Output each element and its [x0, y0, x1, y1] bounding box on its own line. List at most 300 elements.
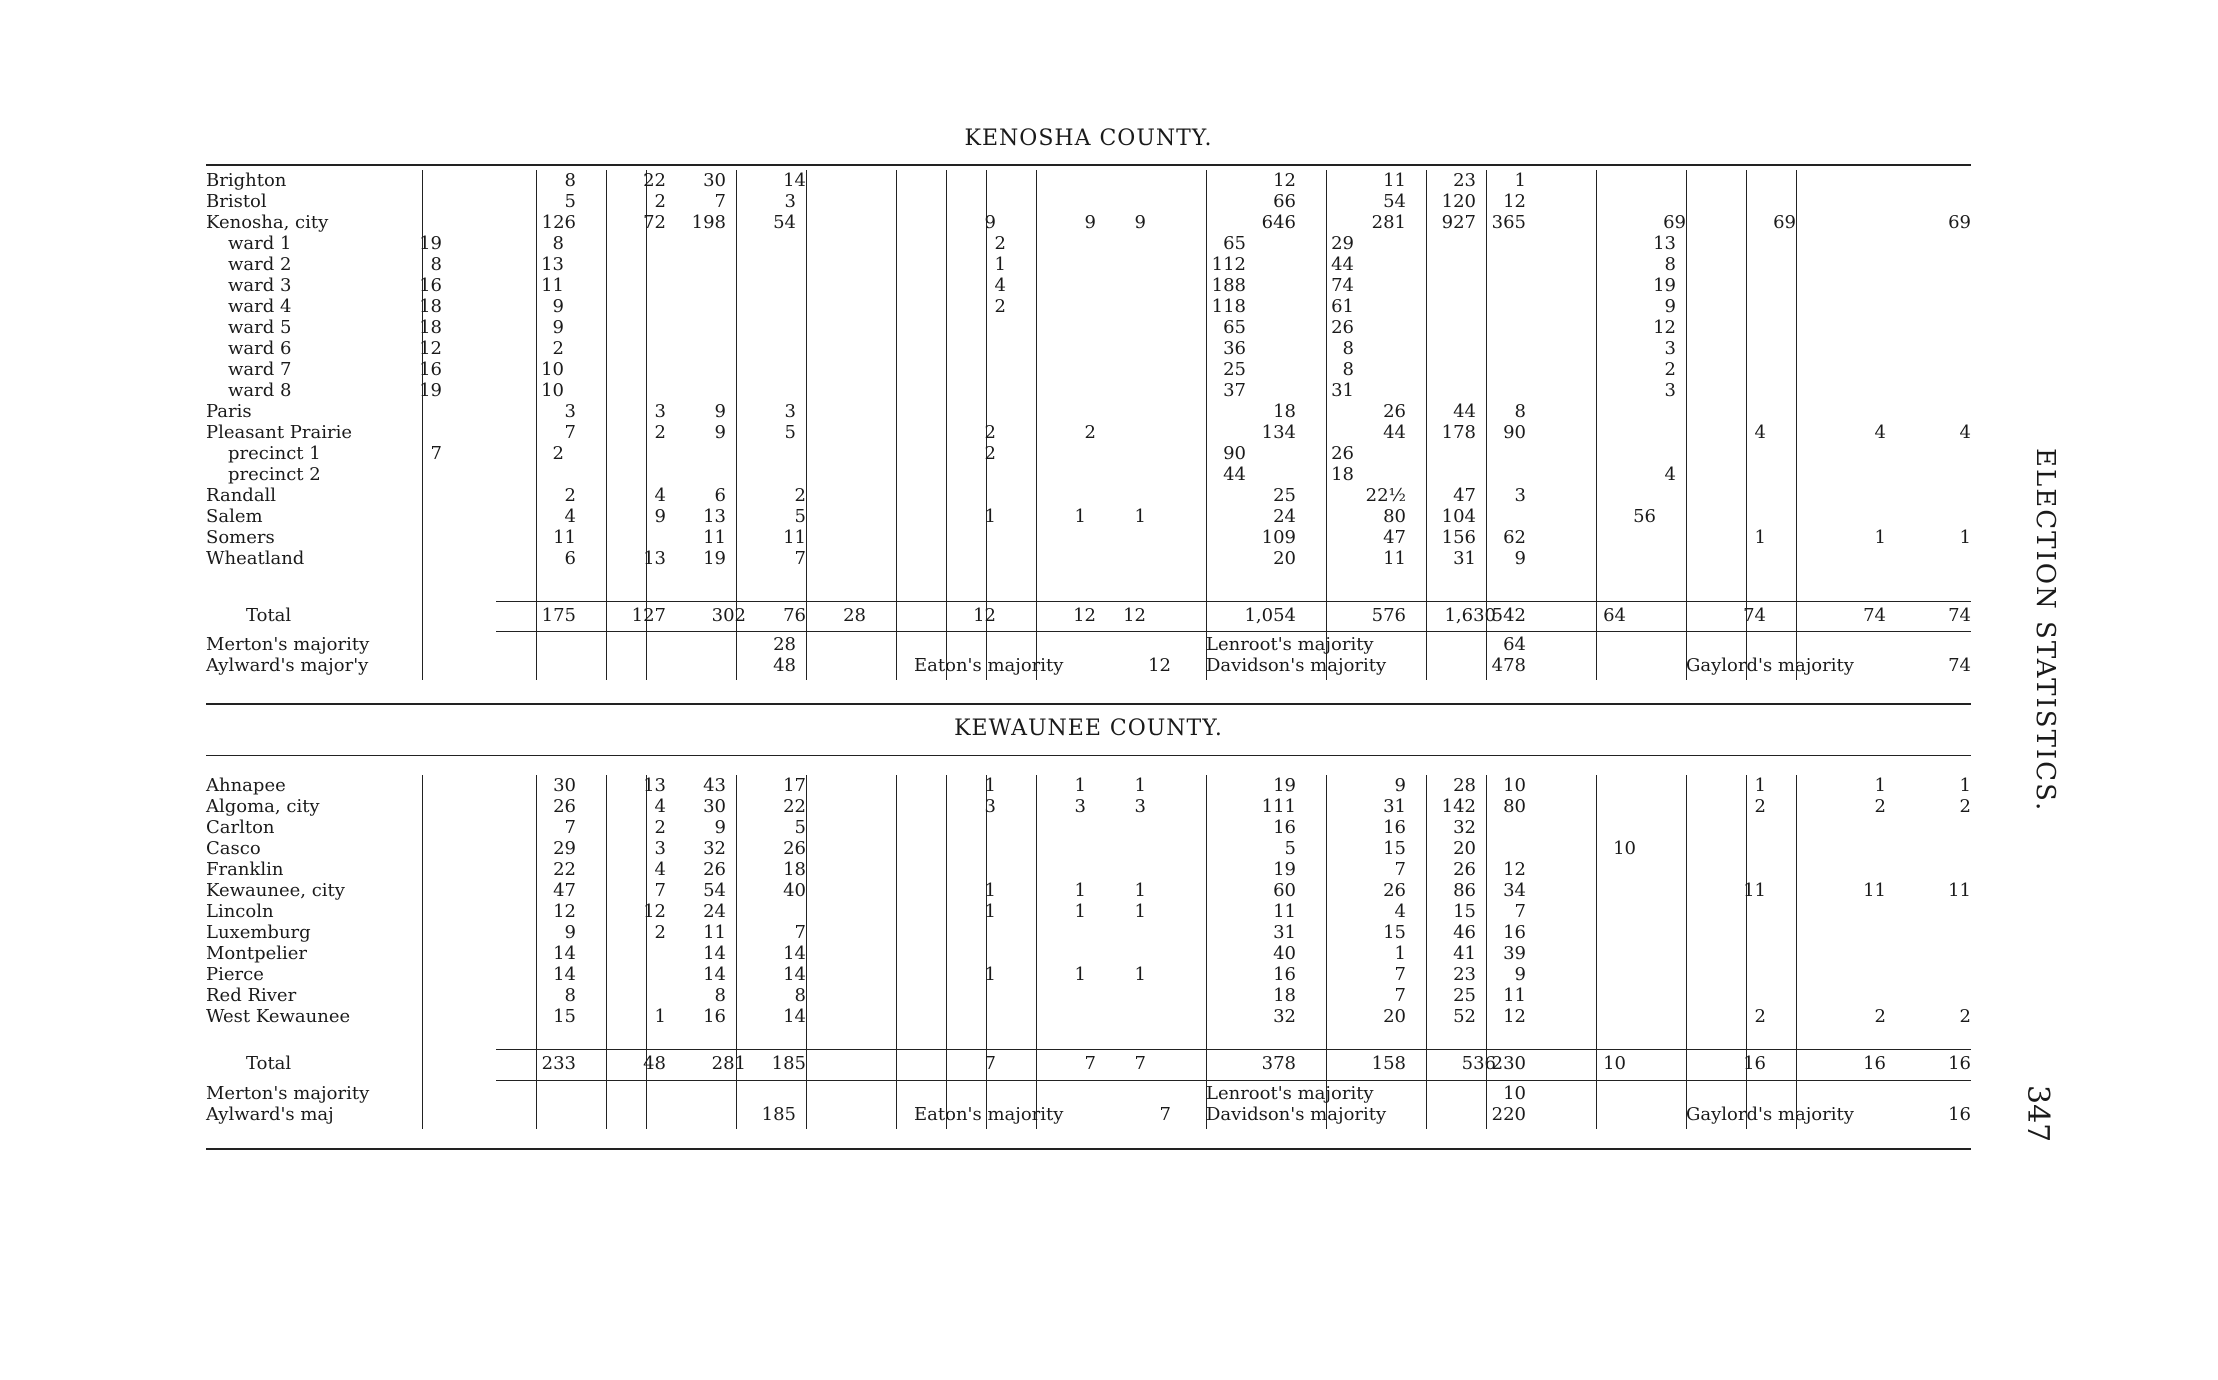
cell-value: 26 [1453, 859, 1476, 880]
total-value: 1,054 [1244, 605, 1296, 626]
cell-value: 9 [654, 506, 666, 527]
total-value: 378 [1261, 1053, 1296, 1074]
cell-value: 1 [1874, 775, 1886, 796]
cell-value: 14 [783, 964, 806, 985]
table-row [206, 943, 1971, 964]
cell-value: 1 [984, 506, 996, 527]
cell-value: 10 [541, 359, 564, 380]
cell-value: 7 [794, 548, 806, 569]
majority-text: Aylward's maj [206, 1104, 334, 1125]
cell-value: 25 [1223, 359, 1246, 380]
cell-value: 2 [1959, 796, 1971, 817]
cell-value: 134 [1261, 422, 1296, 443]
cell-value: 7 [1514, 901, 1526, 922]
cell-value: 30 [553, 775, 576, 796]
cell-value: 1 [1074, 506, 1086, 527]
table-row [206, 838, 1971, 859]
majority-text: Merton's majority [206, 1083, 370, 1104]
cell-value: 142 [1441, 796, 1476, 817]
cell-value: 1 [1874, 527, 1886, 548]
cell-value: 365 [1491, 212, 1526, 233]
cell-value: 4 [654, 485, 666, 506]
cell-value: 8 [1514, 401, 1526, 422]
cell-value: 60 [1273, 880, 1296, 901]
cell-value: 9 [1514, 548, 1526, 569]
cell-value: 8 [714, 985, 726, 1006]
row-label: Kewaunee, city [206, 880, 345, 901]
table-row [206, 275, 1971, 296]
row-label: ward 5 [228, 317, 292, 338]
cell-value: 1 [1959, 775, 1971, 796]
rule [206, 164, 1971, 166]
cell-value: 66 [1273, 191, 1296, 212]
cell-value: 44 [1331, 254, 1354, 275]
cell-value: 44 [1223, 464, 1246, 485]
table-row [206, 527, 1971, 548]
cell-value: 40 [1273, 943, 1296, 964]
cell-value: 2 [654, 922, 666, 943]
cell-value: 16 [1273, 817, 1296, 838]
cell-value: 1 [1514, 170, 1526, 191]
cell-value: 9 [714, 422, 726, 443]
cell-value: 4 [564, 506, 576, 527]
total-value: 28 [843, 605, 866, 626]
total-value: 74 [1743, 605, 1766, 626]
table-row [206, 359, 1971, 380]
cell-value: 14 [703, 943, 726, 964]
cell-value: 118 [1211, 296, 1246, 317]
cell-value: 9 [1394, 775, 1406, 796]
total-value: 233 [541, 1053, 576, 1074]
cell-value: 11 [1743, 880, 1766, 901]
cell-value: 2 [1664, 359, 1676, 380]
table-row [206, 212, 1971, 233]
majority-text: Lenroot's majority [1206, 1083, 1374, 1104]
row-label: Luxemburg [206, 922, 311, 943]
cell-value: 15 [1453, 901, 1476, 922]
cell-value: 40 [783, 880, 806, 901]
majority-text: 220 [1491, 1104, 1526, 1125]
cell-value: 19 [703, 548, 726, 569]
rule [206, 703, 1971, 705]
cell-value: 18 [419, 296, 442, 317]
cell-value: 4 [1394, 901, 1406, 922]
majority-text: Gaylord's majority [1686, 1104, 1854, 1125]
total-row [206, 1053, 1971, 1077]
cell-value: 12 [1653, 317, 1676, 338]
cell-value: 65 [1223, 233, 1246, 254]
cell-value: 10 [541, 380, 564, 401]
cell-value: 2 [654, 817, 666, 838]
cell-value: 1 [984, 775, 996, 796]
cell-value: 5 [794, 506, 806, 527]
cell-value: 9 [1084, 212, 1096, 233]
cell-value: 7 [1394, 985, 1406, 1006]
cell-value: 1 [1074, 775, 1086, 796]
row-label: Carlton [206, 817, 275, 838]
row-label: precinct 1 [228, 443, 321, 464]
cell-value: 23 [1453, 170, 1476, 191]
cell-value: 18 [419, 317, 442, 338]
cell-value: 7 [654, 880, 666, 901]
row-label: Wheatland [206, 548, 305, 569]
total-value: 12 [1073, 605, 1096, 626]
total-label: Total [246, 1053, 292, 1074]
kewaunee-table [206, 775, 1971, 1145]
cell-value: 20 [1453, 838, 1476, 859]
cell-value: 3 [984, 796, 996, 817]
cell-value: 281 [1371, 212, 1406, 233]
cell-value: 29 [1331, 233, 1354, 254]
table-row [206, 233, 1971, 254]
cell-value: 4 [1874, 422, 1886, 443]
row-label: Kenosha, city [206, 212, 329, 233]
cell-value: 29 [553, 838, 576, 859]
cell-value: 156 [1441, 527, 1476, 548]
row-label: Ahnapee [206, 775, 286, 796]
cell-value: 19 [1273, 775, 1296, 796]
cell-value: 47 [1383, 527, 1406, 548]
cell-value: 7 [714, 191, 726, 212]
cell-value: 126 [541, 212, 576, 233]
cell-value: 2 [1084, 422, 1096, 443]
total-value: 48 [643, 1053, 666, 1074]
table-row [206, 1006, 1971, 1027]
row-label: ward 6 [228, 338, 292, 359]
total-value: 7 [984, 1053, 996, 1074]
row-label: Red River [206, 985, 297, 1006]
cell-value: 14 [783, 943, 806, 964]
cell-value: 69 [1773, 212, 1796, 233]
row-label: Algoma, city [206, 796, 320, 817]
side-title: ELECTION STATISTICS. [2030, 447, 2060, 813]
cell-value: 26 [1383, 401, 1406, 422]
cell-value: 9 [1664, 296, 1676, 317]
cell-value: 11 [703, 527, 726, 548]
cell-value: 3 [654, 401, 666, 422]
row-label: ward 3 [228, 275, 292, 296]
cell-value: 1 [984, 880, 996, 901]
cell-value: 109 [1261, 527, 1296, 548]
cell-value: 32 [1273, 1006, 1296, 1027]
cell-value: 9 [564, 922, 576, 943]
table-row [206, 548, 1971, 569]
table-row [206, 775, 1971, 796]
cell-value: 25 [1273, 485, 1296, 506]
cell-value: 7 [794, 922, 806, 943]
cell-value: 5 [794, 817, 806, 838]
cell-value: 37 [1223, 380, 1246, 401]
page-number: 347 [2020, 1085, 2055, 1143]
cell-value: 19 [419, 233, 442, 254]
cell-value: 8 [564, 985, 576, 1006]
cell-value: 56 [1633, 506, 1656, 527]
cell-value: 13 [541, 254, 564, 275]
total-value: 281 [711, 1053, 746, 1074]
table-row [206, 880, 1971, 901]
cell-value: 65 [1223, 317, 1246, 338]
cell-value: 11 [703, 922, 726, 943]
cell-value: 2 [552, 443, 564, 464]
cell-value: 1 [1134, 775, 1146, 796]
row-label: Bristol [206, 191, 267, 212]
kenosha-table [206, 170, 1971, 690]
cell-value: 69 [1948, 212, 1971, 233]
cell-value: 61 [1331, 296, 1354, 317]
cell-value: 22 [643, 170, 666, 191]
total-value: 542 [1491, 605, 1526, 626]
row-label: Lincoln [206, 901, 274, 922]
cell-value: 32 [703, 838, 726, 859]
cell-value: 9 [984, 212, 996, 233]
cell-value: 11 [553, 527, 576, 548]
cell-value: 41 [1453, 943, 1476, 964]
table-row [206, 401, 1971, 422]
cell-value: 20 [1273, 548, 1296, 569]
cell-value: 8 [1342, 338, 1354, 359]
row-label: ward 1 [228, 233, 292, 254]
total-value: 175 [541, 605, 576, 626]
cell-value: 9 [552, 317, 564, 338]
cell-value: 12 [1273, 170, 1296, 191]
row-label: Somers [206, 527, 275, 548]
cell-value: 2 [1874, 796, 1886, 817]
total-row [206, 605, 1971, 629]
cell-value: 178 [1441, 422, 1476, 443]
cell-value: 927 [1441, 212, 1476, 233]
cell-value: 12 [553, 901, 576, 922]
cell-value: 1 [1074, 901, 1086, 922]
majority-text: Davidson's majority [1206, 1104, 1387, 1125]
cell-value: 2 [984, 443, 996, 464]
table-row [206, 422, 1971, 443]
cell-value: 14 [553, 943, 576, 964]
total-value: 64 [1603, 605, 1626, 626]
cell-value: 1 [654, 1006, 666, 1027]
cell-value: 13 [643, 775, 666, 796]
row-label: Randall [206, 485, 277, 506]
cell-value: 15 [1383, 922, 1406, 943]
cell-value: 2 [654, 422, 666, 443]
cell-value: 198 [691, 212, 726, 233]
cell-value: 12 [1503, 191, 1526, 212]
cell-value: 10 [1503, 775, 1526, 796]
cell-value: 9 [552, 296, 564, 317]
cell-value: 1 [984, 964, 996, 985]
table-row [206, 443, 1971, 464]
total-value: 16 [1743, 1053, 1766, 1074]
cell-value: 8 [430, 254, 442, 275]
cell-value: 1 [1959, 527, 1971, 548]
cell-value: 9 [714, 817, 726, 838]
cell-value: 3 [654, 838, 666, 859]
cell-value: 23 [1453, 964, 1476, 985]
cell-value: 19 [419, 380, 442, 401]
majority-text: 16 [1948, 1104, 1971, 1125]
cell-value: 2 [1959, 1006, 1971, 1027]
total-value: 158 [1371, 1053, 1406, 1074]
cell-value: 54 [703, 880, 726, 901]
table-row [206, 191, 1971, 212]
cell-value: 2 [1754, 796, 1766, 817]
cell-value: 11 [1863, 880, 1886, 901]
cell-value: 69 [1663, 212, 1686, 233]
cell-value: 2 [564, 485, 576, 506]
table-row [206, 964, 1971, 985]
cell-value: 43 [703, 775, 726, 796]
row-label: Franklin [206, 859, 284, 880]
table-row [206, 796, 1971, 817]
cell-value: 24 [703, 901, 726, 922]
cell-value: 11 [1383, 548, 1406, 569]
majority-text: 185 [761, 1104, 796, 1125]
cell-value: 26 [1331, 443, 1354, 464]
cell-value: 12 [1503, 1006, 1526, 1027]
cell-value: 8 [794, 985, 806, 1006]
cell-value: 26 [1331, 317, 1354, 338]
cell-value: 52 [1453, 1006, 1476, 1027]
cell-value: 7 [430, 443, 442, 464]
total-value: 1,630 [1444, 605, 1496, 626]
cell-value: 62 [1503, 527, 1526, 548]
cell-value: 9 [714, 401, 726, 422]
cell-value: 1 [994, 254, 1006, 275]
cell-value: 20 [1383, 1006, 1406, 1027]
section-title-kewaunee: KEWAUNEE COUNTY. [954, 716, 1223, 741]
table-row [206, 170, 1971, 191]
cell-value: 1 [1074, 880, 1086, 901]
majority-rule [496, 1080, 1971, 1081]
cell-value: 7 [1394, 964, 1406, 985]
table-row [206, 296, 1971, 317]
majority-text: Eaton's majority [914, 1104, 1064, 1125]
table-row [206, 485, 1971, 506]
rule [206, 755, 1971, 756]
cell-value: 4 [1959, 422, 1971, 443]
majority-text: 48 [773, 655, 796, 676]
cell-value: 26 [783, 838, 806, 859]
cell-value: 11 [1503, 985, 1526, 1006]
cell-value: 16 [419, 275, 442, 296]
cell-value: 9 [1514, 964, 1526, 985]
cell-value: 104 [1441, 506, 1476, 527]
cell-value: 8 [1342, 359, 1354, 380]
cell-value: 3 [1664, 338, 1676, 359]
majority-text: 12 [1148, 655, 1171, 676]
majority-text: 7 [1159, 1104, 1171, 1125]
majority-rule [496, 631, 1971, 632]
table-row [206, 901, 1971, 922]
cell-value: 7 [1394, 859, 1406, 880]
cell-value: 44 [1383, 422, 1406, 443]
cell-value: 24 [1273, 506, 1296, 527]
cell-value: 19 [1653, 275, 1676, 296]
cell-value: 19 [1273, 859, 1296, 880]
cell-value: 46 [1453, 922, 1476, 943]
cell-value: 26 [1383, 880, 1406, 901]
cell-value: 8 [552, 233, 564, 254]
cell-value: 4 [1754, 422, 1766, 443]
cell-value: 1 [1754, 775, 1766, 796]
cell-value: 3 [564, 401, 576, 422]
total-value: 127 [631, 605, 666, 626]
cell-value: 5 [564, 191, 576, 212]
majority-text: Davidson's majority [1206, 655, 1387, 676]
majority-text: Lenroot's majority [1206, 634, 1374, 655]
total-value: 12 [973, 605, 996, 626]
cell-value: 2 [994, 233, 1006, 254]
cell-value: 3 [1134, 796, 1146, 817]
cell-value: 6 [564, 548, 576, 569]
cell-value: 16 [1503, 922, 1526, 943]
cell-value: 15 [553, 1006, 576, 1027]
cell-value: 18 [783, 859, 806, 880]
table-row [206, 338, 1971, 359]
cell-value: 2 [552, 338, 564, 359]
total-value: 302 [711, 605, 746, 626]
cell-value: 12 [1503, 859, 1526, 880]
cell-value: 34 [1503, 880, 1526, 901]
cell-value: 14 [703, 964, 726, 985]
total-value: 536 [1461, 1053, 1496, 1074]
cell-value: 11 [1383, 170, 1406, 191]
cell-value: 47 [553, 880, 576, 901]
total-value: 74 [1948, 605, 1971, 626]
table-row [206, 817, 1971, 838]
cell-value: 4 [1664, 464, 1676, 485]
cell-value: 31 [1383, 796, 1406, 817]
cell-value: 3 [784, 191, 796, 212]
total-rule [496, 601, 1971, 602]
cell-value: 1 [1394, 943, 1406, 964]
row-label: ward 2 [228, 254, 292, 275]
table-row [206, 922, 1971, 943]
cell-value: 22½ [1365, 485, 1406, 506]
cell-value: 5 [1284, 838, 1296, 859]
total-value: 185 [771, 1053, 806, 1074]
total-value: 16 [1863, 1053, 1886, 1074]
row-label: Pierce [206, 964, 264, 985]
cell-value: 2 [1754, 1006, 1766, 1027]
cell-value: 86 [1453, 880, 1476, 901]
cell-value: 3 [1074, 796, 1086, 817]
cell-value: 2 [654, 191, 666, 212]
total-rule [496, 1049, 1971, 1050]
majority-text: 10 [1503, 1083, 1526, 1104]
cell-value: 1 [1134, 964, 1146, 985]
majority-text: Gaylord's majority [1686, 655, 1854, 676]
cell-value: 1 [1134, 901, 1146, 922]
cell-value: 31 [1273, 922, 1296, 943]
cell-value: 111 [1261, 796, 1296, 817]
cell-value: 1 [1134, 506, 1146, 527]
cell-value: 646 [1261, 212, 1296, 233]
cell-value: 4 [994, 275, 1006, 296]
cell-value: 54 [773, 212, 796, 233]
cell-value: 16 [1383, 817, 1406, 838]
cell-value: 18 [1331, 464, 1354, 485]
cell-value: 17 [783, 775, 806, 796]
cell-value: 22 [783, 796, 806, 817]
cell-value: 90 [1223, 443, 1246, 464]
table-row [206, 859, 1971, 880]
table-row [206, 317, 1971, 338]
row-label: ward 7 [228, 359, 292, 380]
cell-value: 90 [1503, 422, 1526, 443]
cell-value: 2 [984, 422, 996, 443]
cell-value: 54 [1383, 191, 1406, 212]
cell-value: 3 [784, 401, 796, 422]
